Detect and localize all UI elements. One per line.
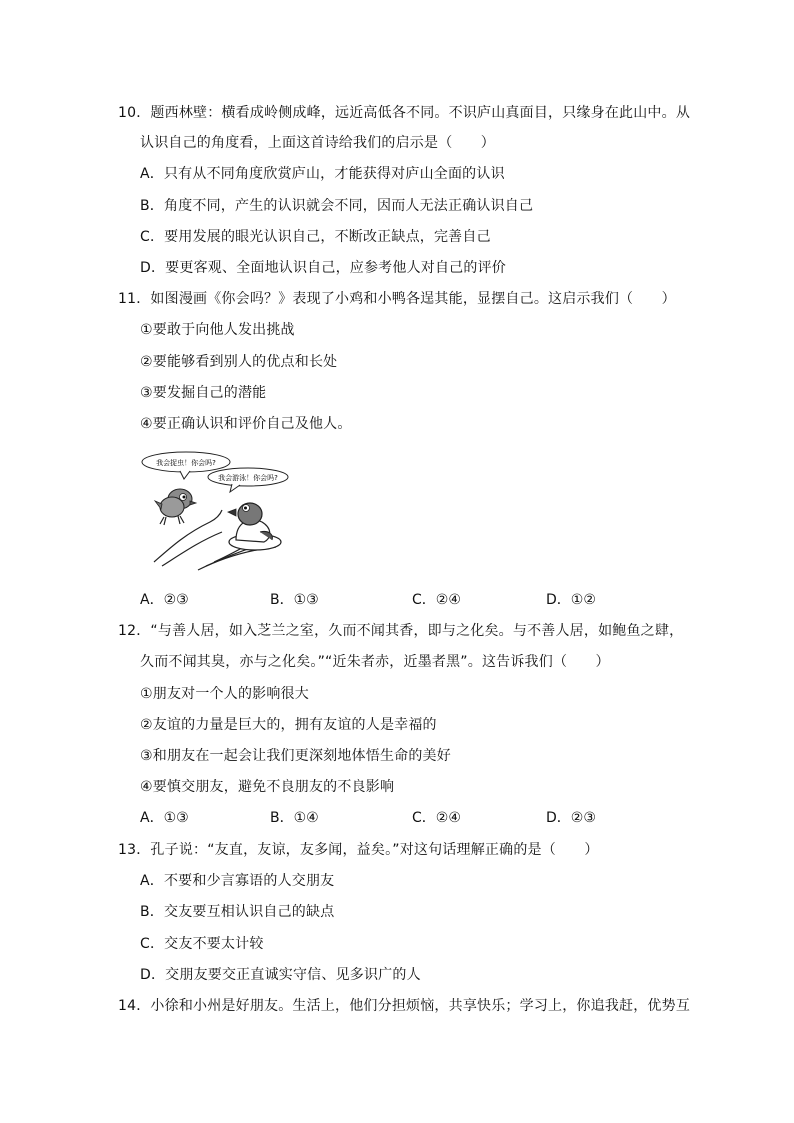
chick-figure [155,489,196,525]
question-13-option-b: B．交友要互相认识自己的缺点 [140,904,335,920]
question-12-stem-1: “与善人居，如入芝兰之室，久而不闻其香，即与之化矣。与不善人居，如鲍鱼之肆， [150,623,684,639]
question-10-stem-1: 题西林壁：横看成岭侧成峰，远近高低各不同。不识庐山真面目，只缘身在此山中。从 [150,105,691,121]
question-12-statement-3: ③和朋友在一起会让我们更深刻地体悟生命的美好 [140,748,451,764]
question-13-option-d: D．交朋友要交正直诚实守信、见多识广的人 [140,967,421,983]
question-11-option-c: C．②④ [412,592,461,608]
question-10-line-1 [118,103,690,123]
question-10-option-a: A．只有从不同角度欣赏庐山，才能获得对庐山全面的认识 [140,166,505,182]
question-12-option-a: A．①③ [140,810,189,826]
cartoon-image [140,446,290,572]
question-11-option-a: A．②③ [140,592,189,608]
question-13-option-c: C．交友不要太计较 [140,936,264,952]
question-11-statement-2: ②要能够看到别人的优点和长处 [140,354,338,370]
question-10-option-c: C．要用发展的眼光认识自己，不断改正缺点，完善自己 [140,229,491,245]
question-12-statement-2: ②友谊的力量是巨大的，拥有友谊的人是幸福的 [140,717,437,733]
question-11-number: 11． [118,291,151,307]
question-12-option-c: C．②④ [412,810,461,826]
duck-figure [228,503,281,550]
question-12-option-b: B．①④ [270,810,319,826]
question-13-number: 13． [118,842,151,858]
question-10-stem-2: 认识自己的角度看，上面这首诗给我们的启示是（ ） [140,135,495,151]
question-12-statement-4: ④要慎交朋友，避免不良朋友的不良影响 [140,779,395,795]
question-13-stem-1: 孔子说：“友直，友谅，友多闻，益矣。”对这句话理解正确的是（ ） [150,842,599,858]
question-11-statement-3: ③要发掘自己的潜能 [140,385,267,401]
duck-speech-text: 我会游泳！你会吗? [218,474,278,482]
chick-speech-text: 我会捉虫！你会吗? [156,459,216,467]
question-12-line-1 [118,621,683,641]
question-13-line-1 [118,840,599,860]
question-10-option-b: B．角度不同，产生的认识就会不同，因而人无法正确认识自己 [140,198,534,214]
question-11-line-1 [118,289,676,309]
question-12-stem-2: 久而不闻其臭，亦与之化矣。”“近朱者赤，近墨者黑”。这告诉我们（ ） [140,654,610,670]
question-11-statement-4: ④要正确认识和评价自己及他人。 [140,416,352,432]
question-14-number: 14． [118,998,151,1014]
question-14-line-1 [118,996,690,1016]
question-11-option-b: B．①③ [270,592,319,608]
question-14-stem-1: 小徐和小州是好朋友。生活上，他们分担烦恼，共享快乐；学习上，你追我赶，优势互 [150,998,691,1014]
question-12-number: 12． [118,623,151,639]
question-13-option-a: A．不要和少言寡语的人交朋友 [140,873,335,889]
question-11-statement-1: ①要敢于向他人发出挑战 [140,322,295,338]
question-12-option-d: D．②③ [546,810,596,826]
question-11-stem-1: 如图漫画《你会吗？》表现了小鸡和小鸭各逞其能，显摆自己。这启示我们（ ） [150,291,676,307]
question-11-option-d: D．①② [546,592,596,608]
question-10-number: 10． [118,105,151,121]
question-12-statement-1: ①朋友对一个人的影响很大 [140,686,309,702]
question-10-option-d: D．要更客观、全面地认识自己，应参考他人对自己的评价 [140,260,506,276]
